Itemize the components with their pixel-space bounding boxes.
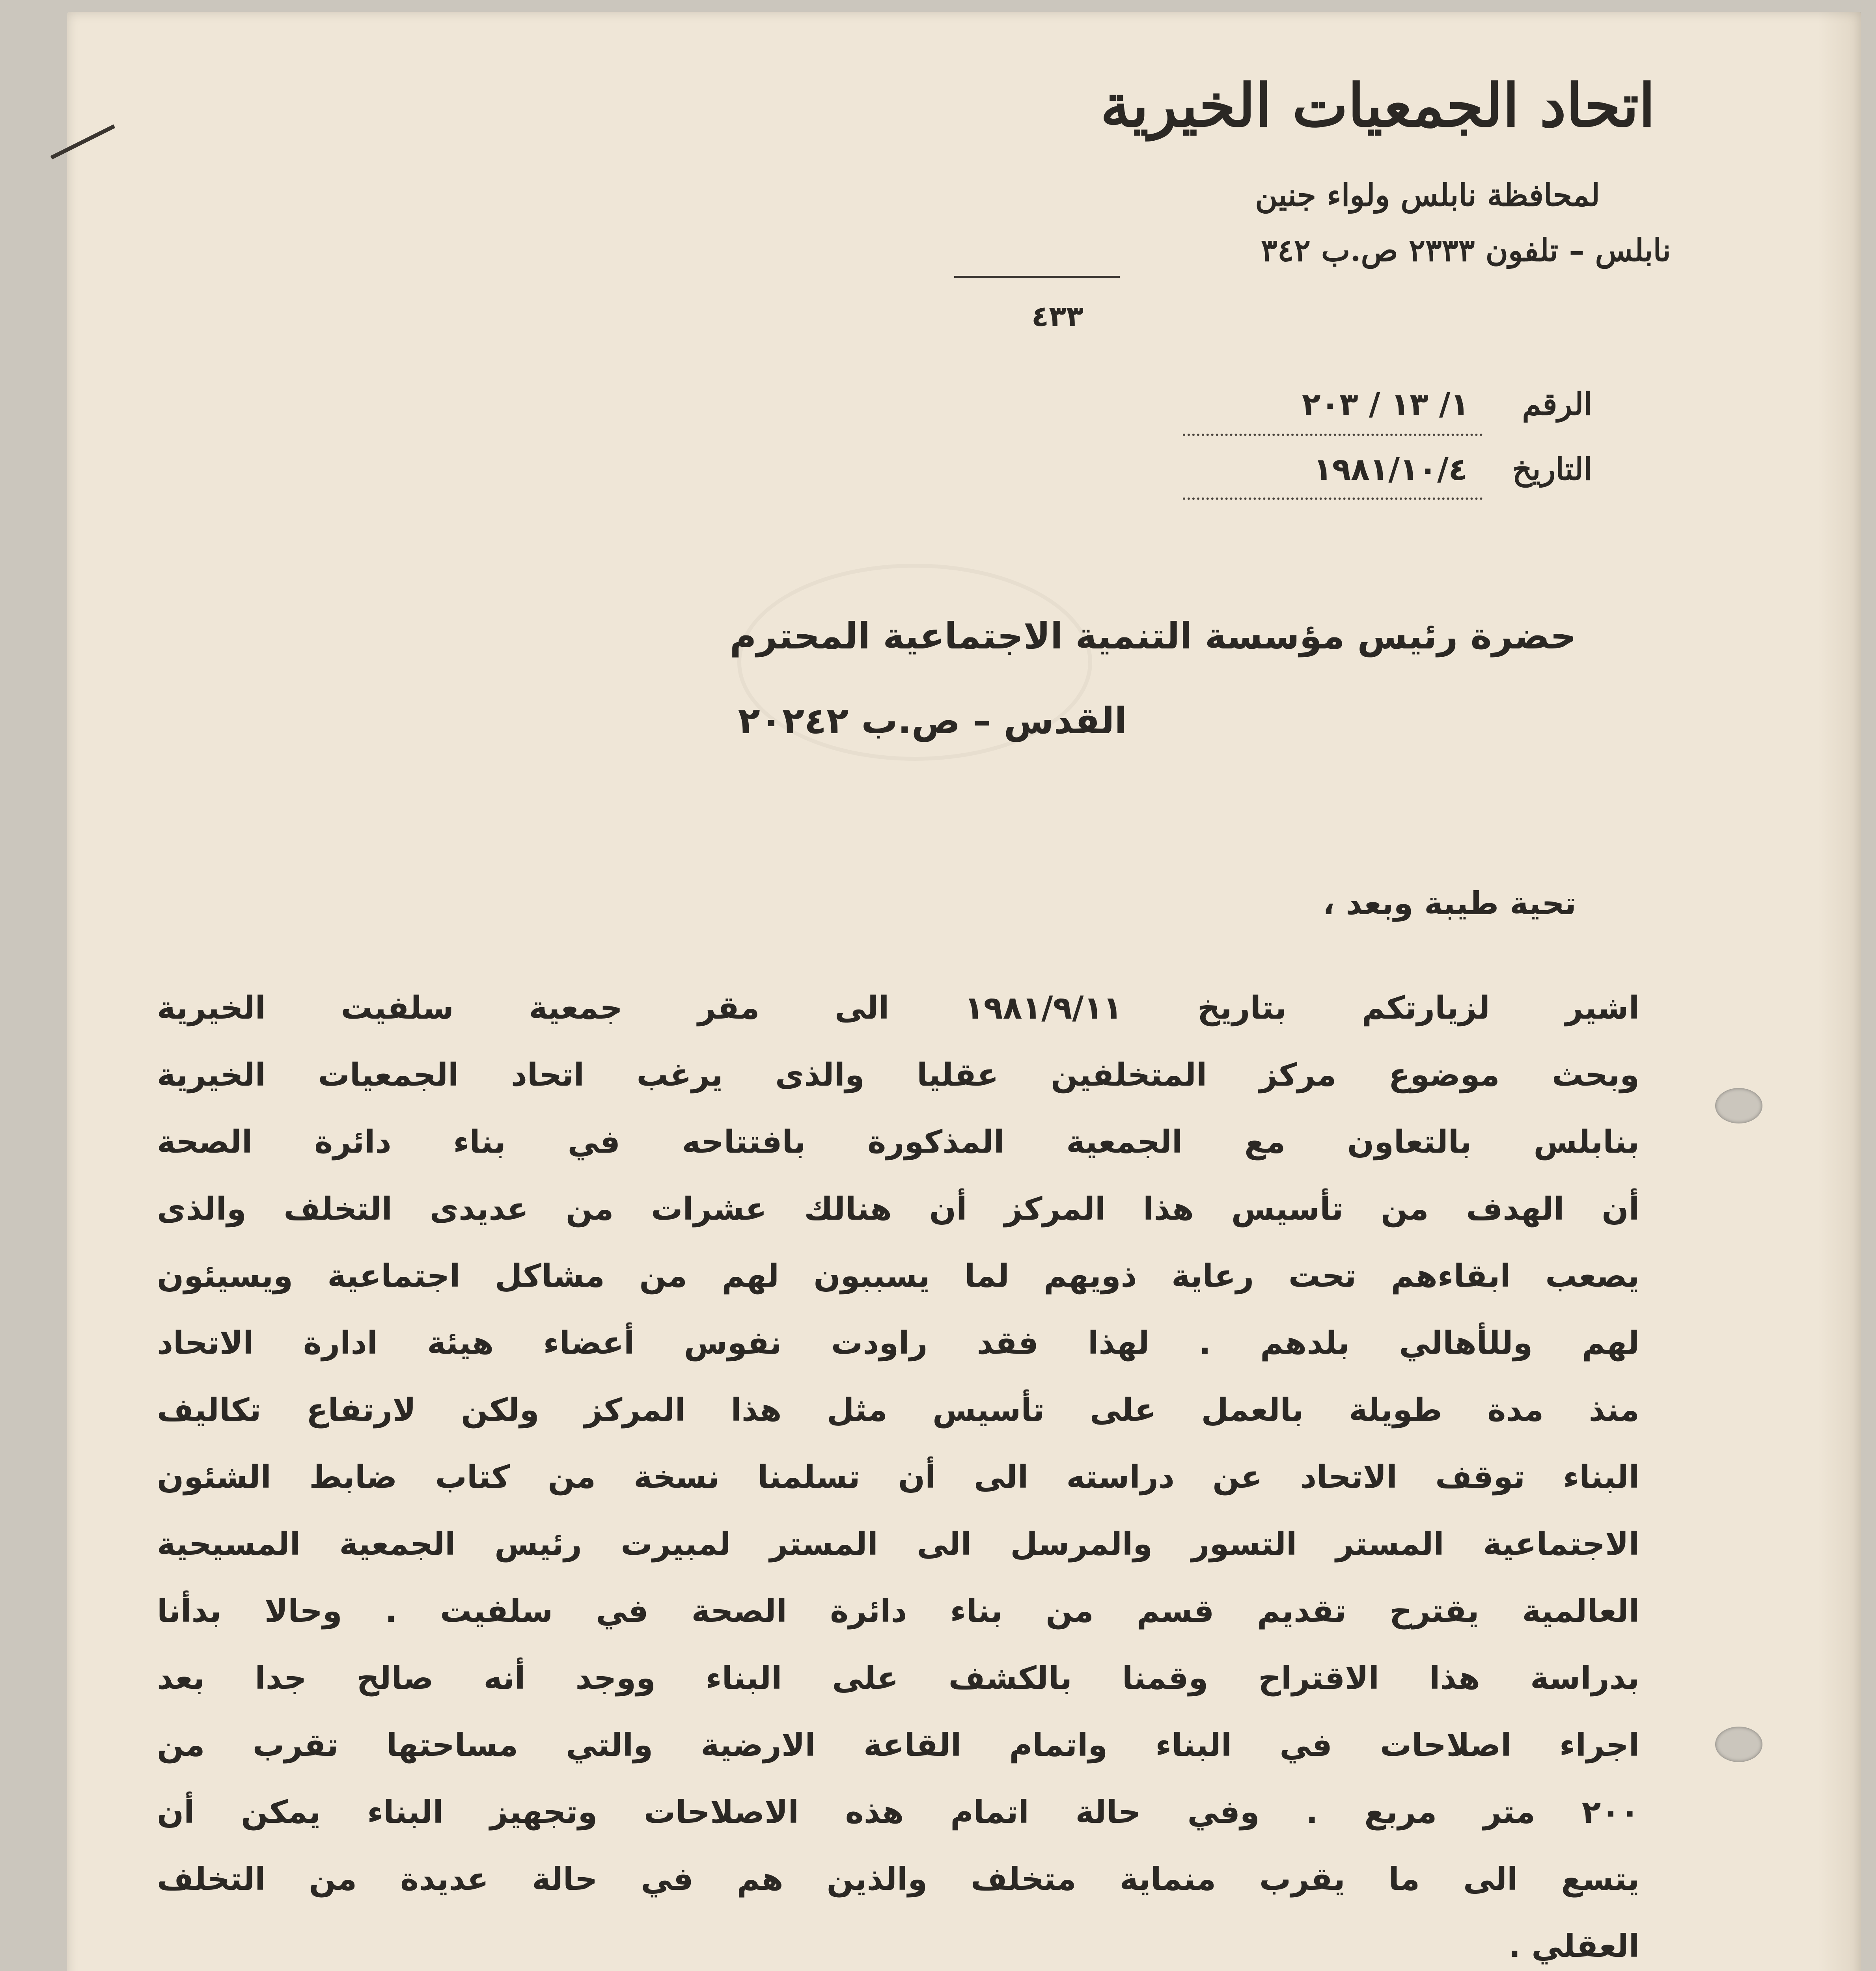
paragraph1-line: أن الهدف من تأسيس هذا المركز أن هنالك عشرات من عديدى التخلف والذى — [157, 1190, 1639, 1227]
reference-date-value: ١٩٨١/١٠/٤ — [1313, 452, 1468, 487]
reference-number-dotted-line — [1183, 434, 1483, 436]
paragraph1-line: البناء توقف الاتحاد عن دراسته الى أن تسلمنا نسخة من كتاب ضابط الشئون — [157, 1459, 1639, 1495]
paragraph1-line: بنابلس بالتعاون مع الجمعية المذكورة بافتتاحه في بناء دائرة الصحة — [157, 1123, 1639, 1160]
punch-hole-lower — [1715, 1727, 1762, 1762]
reference-date-label: التاريخ — [1512, 451, 1592, 487]
paragraph1-line: ٢٠٠ متر مربع . وفي حالة اتمام هذه الاصلاحات وتجهيز البناء يمكن أن — [157, 1794, 1639, 1830]
letterhead-subtitle: لمحافظة نابلس ولواء جنين — [1255, 177, 1600, 213]
punch-hole-upper — [1715, 1088, 1762, 1123]
letterhead-address-correction: ٤٣٣ — [1031, 300, 1083, 333]
reference-number-label: الرقم — [1522, 386, 1592, 422]
paragraph1-line: اشير لزيارتكم بتاريخ ١٩٨١/٩/١١ الى مقر جمعية سلفيت الخيرية — [157, 989, 1639, 1026]
paragraph1-line: وبحث موضوع مركز المتخلفين عقليا والذى يرغب اتحاد الجمعيات الخيرية — [157, 1056, 1639, 1093]
paragraph1-line: العقلي . — [1508, 1928, 1639, 1964]
paper-edge-shadow — [1818, 12, 1861, 1971]
paragraph1-line: منذ مدة طويلة بالعمل على تأسيس مثل هذا المركز ولكن لارتفاع تكاليف — [157, 1392, 1639, 1428]
addressee-line-2: القدس – ص.ب ٢٠٢٤٢ — [738, 700, 1127, 742]
letterhead-title: اتحاد الجمعيات الخيرية — [1100, 71, 1655, 140]
reference-date-dotted-line — [1183, 497, 1483, 500]
letterhead-address: نابلس – تلفون ٢٣٣٣ ص.ب ٣٤٢ — [1261, 233, 1671, 268]
paragraph1-line: لهم وللأهالي بلدهم . لهذا فقد راودت نفوس أعضاء هيئة ادارة الاتحاد — [157, 1325, 1639, 1361]
reference-number-row — [1302, 386, 1592, 422]
paragraph1-line: اجراء اصلاحات في البناء واتمام القاعة الارضية والتي مساحتها تقرب من — [157, 1727, 1639, 1763]
paragraph1-line: يصعب ابقاءهم تحت رعاية ذويهم لما يسببون لهم من مشاكل اجتماعية ويسيئون — [157, 1257, 1639, 1294]
paragraph1-line: بدراسة هذا الاقتراح وقمنا بالكشف على البناء ووجد أنه صالح جدا بعد — [157, 1660, 1639, 1696]
paragraph1-line: يتسع الى ما يقرب منماية متخلف والذين هم في حالة عديدة من التخلف — [157, 1861, 1639, 1897]
reference-number-value: ١/ ١٣ / ٢٠٣ — [1302, 387, 1469, 422]
letterhead-rule — [954, 276, 1120, 278]
reference-date-row — [1313, 451, 1592, 487]
paragraph1-line: الاجتماعية المستر التسور والمرسل الى المستر لمبيرت رئيس الجمعية المسيحية — [157, 1526, 1639, 1562]
greeting: تحية طيبة وبعد ، — [1322, 885, 1576, 922]
paragraph1-line: العالمية يقترح تقديم قسم من بناء دائرة الصحة في سلفيت . وحالا بدأنا — [157, 1593, 1639, 1629]
addressee-line-1: حضرة رئيس مؤسسة التنمية الاجتماعية المحترم — [729, 615, 1576, 657]
